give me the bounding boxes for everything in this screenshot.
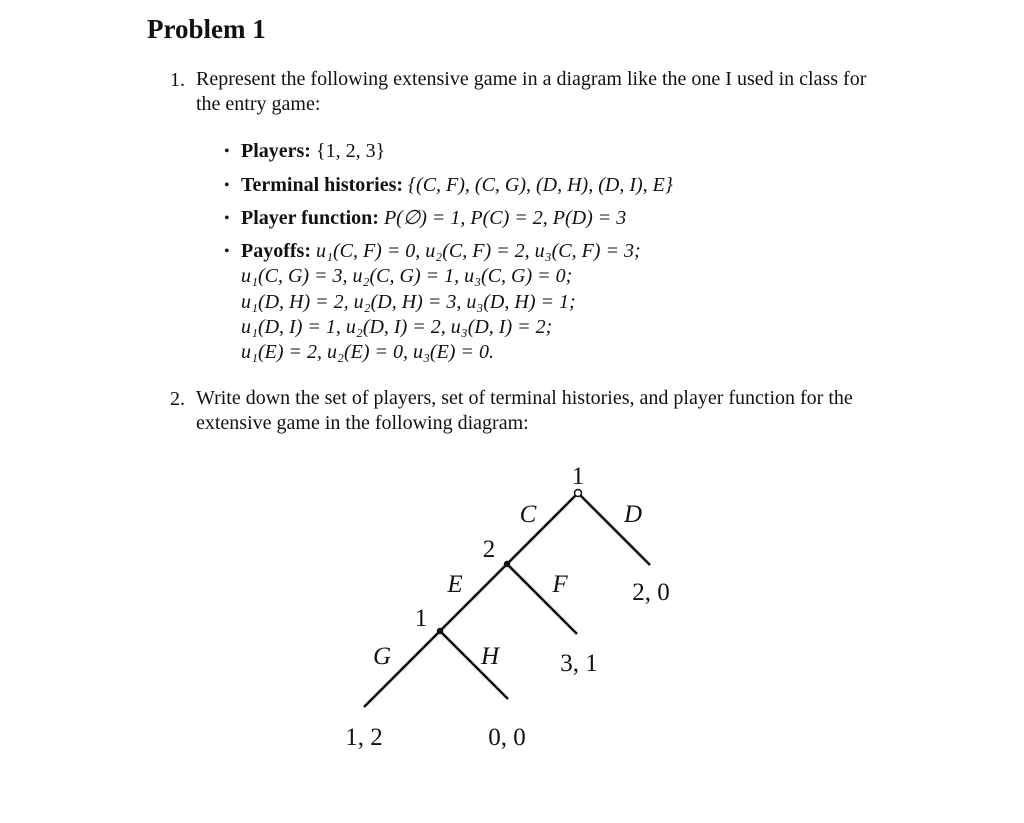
bullet-text: {(C, F), (C, G), (D, H), (D, I), E}	[408, 174, 673, 196]
bullet-text: {1, 2, 3}	[315, 140, 386, 162]
bullet-label: Players:	[241, 140, 311, 162]
branch-c-e-g	[364, 493, 578, 707]
bullet-label: Terminal histories:	[241, 174, 404, 196]
action-label-e: E	[447, 571, 463, 598]
payoff-line: u₁(C, G) = 3, u₂(C, G) = 1, u₃(C, G) = 0;	[241, 265, 573, 287]
payoff-h: 0, 0	[488, 724, 526, 751]
q2-line2: extensive game in the following diagram:	[196, 412, 529, 434]
player-label-lower: 1	[414, 605, 428, 632]
action-label-g: G	[372, 643, 392, 670]
payoff-line: u₁(D, I) = 1, u₂(D, I) = 2, u₃(D, I) = 2;	[241, 316, 553, 338]
player-label-root: 1	[571, 463, 585, 490]
q2-line1: Write down the set of players, set of terminal histories, and player function for the	[196, 387, 853, 409]
payoff-line: u₁(E) = 2, u₂(E) = 0, u₃(E) = 0.	[241, 341, 494, 363]
bullet-text: u₁(C, F) = 0, u₂(C, F) = 2, u₃(C, F) = 3;	[315, 240, 641, 262]
payoff-g: 1, 2	[345, 724, 383, 751]
bullet-dot: •	[224, 177, 230, 194]
action-label-c: C	[519, 501, 537, 528]
payoff-f: 3, 1	[560, 650, 598, 677]
bullet-dot: •	[224, 143, 230, 160]
payoff-line: u₁(D, H) = 2, u₂(D, H) = 3, u₃(D, H) = 1;	[241, 291, 576, 313]
root-node	[575, 490, 582, 497]
bullet-label: Player function:	[241, 207, 379, 229]
player-label-middle: 2	[482, 536, 496, 563]
page-title: Problem 1	[147, 14, 266, 44]
bullet-label: Payoffs:	[241, 240, 311, 262]
q1-number: 1.	[170, 69, 185, 91]
action-label-d: D	[623, 501, 643, 528]
action-label-h: H	[480, 643, 500, 670]
bullet-dot: •	[224, 210, 230, 227]
action-label-f: F	[552, 571, 568, 598]
q2-number: 2.	[170, 388, 185, 410]
node-player-1-lower	[437, 628, 443, 634]
payoff-d: 2, 0	[632, 579, 670, 606]
bullet-dot: •	[224, 243, 230, 260]
bullet-text: P(∅) = 1, P(C) = 2, P(D) = 3	[383, 207, 627, 229]
q1-line1: Represent the following extensive game in a diagram like the one I used in class for	[196, 68, 867, 90]
node-player-2	[504, 561, 510, 567]
q1-line2: the entry game:	[196, 93, 321, 115]
